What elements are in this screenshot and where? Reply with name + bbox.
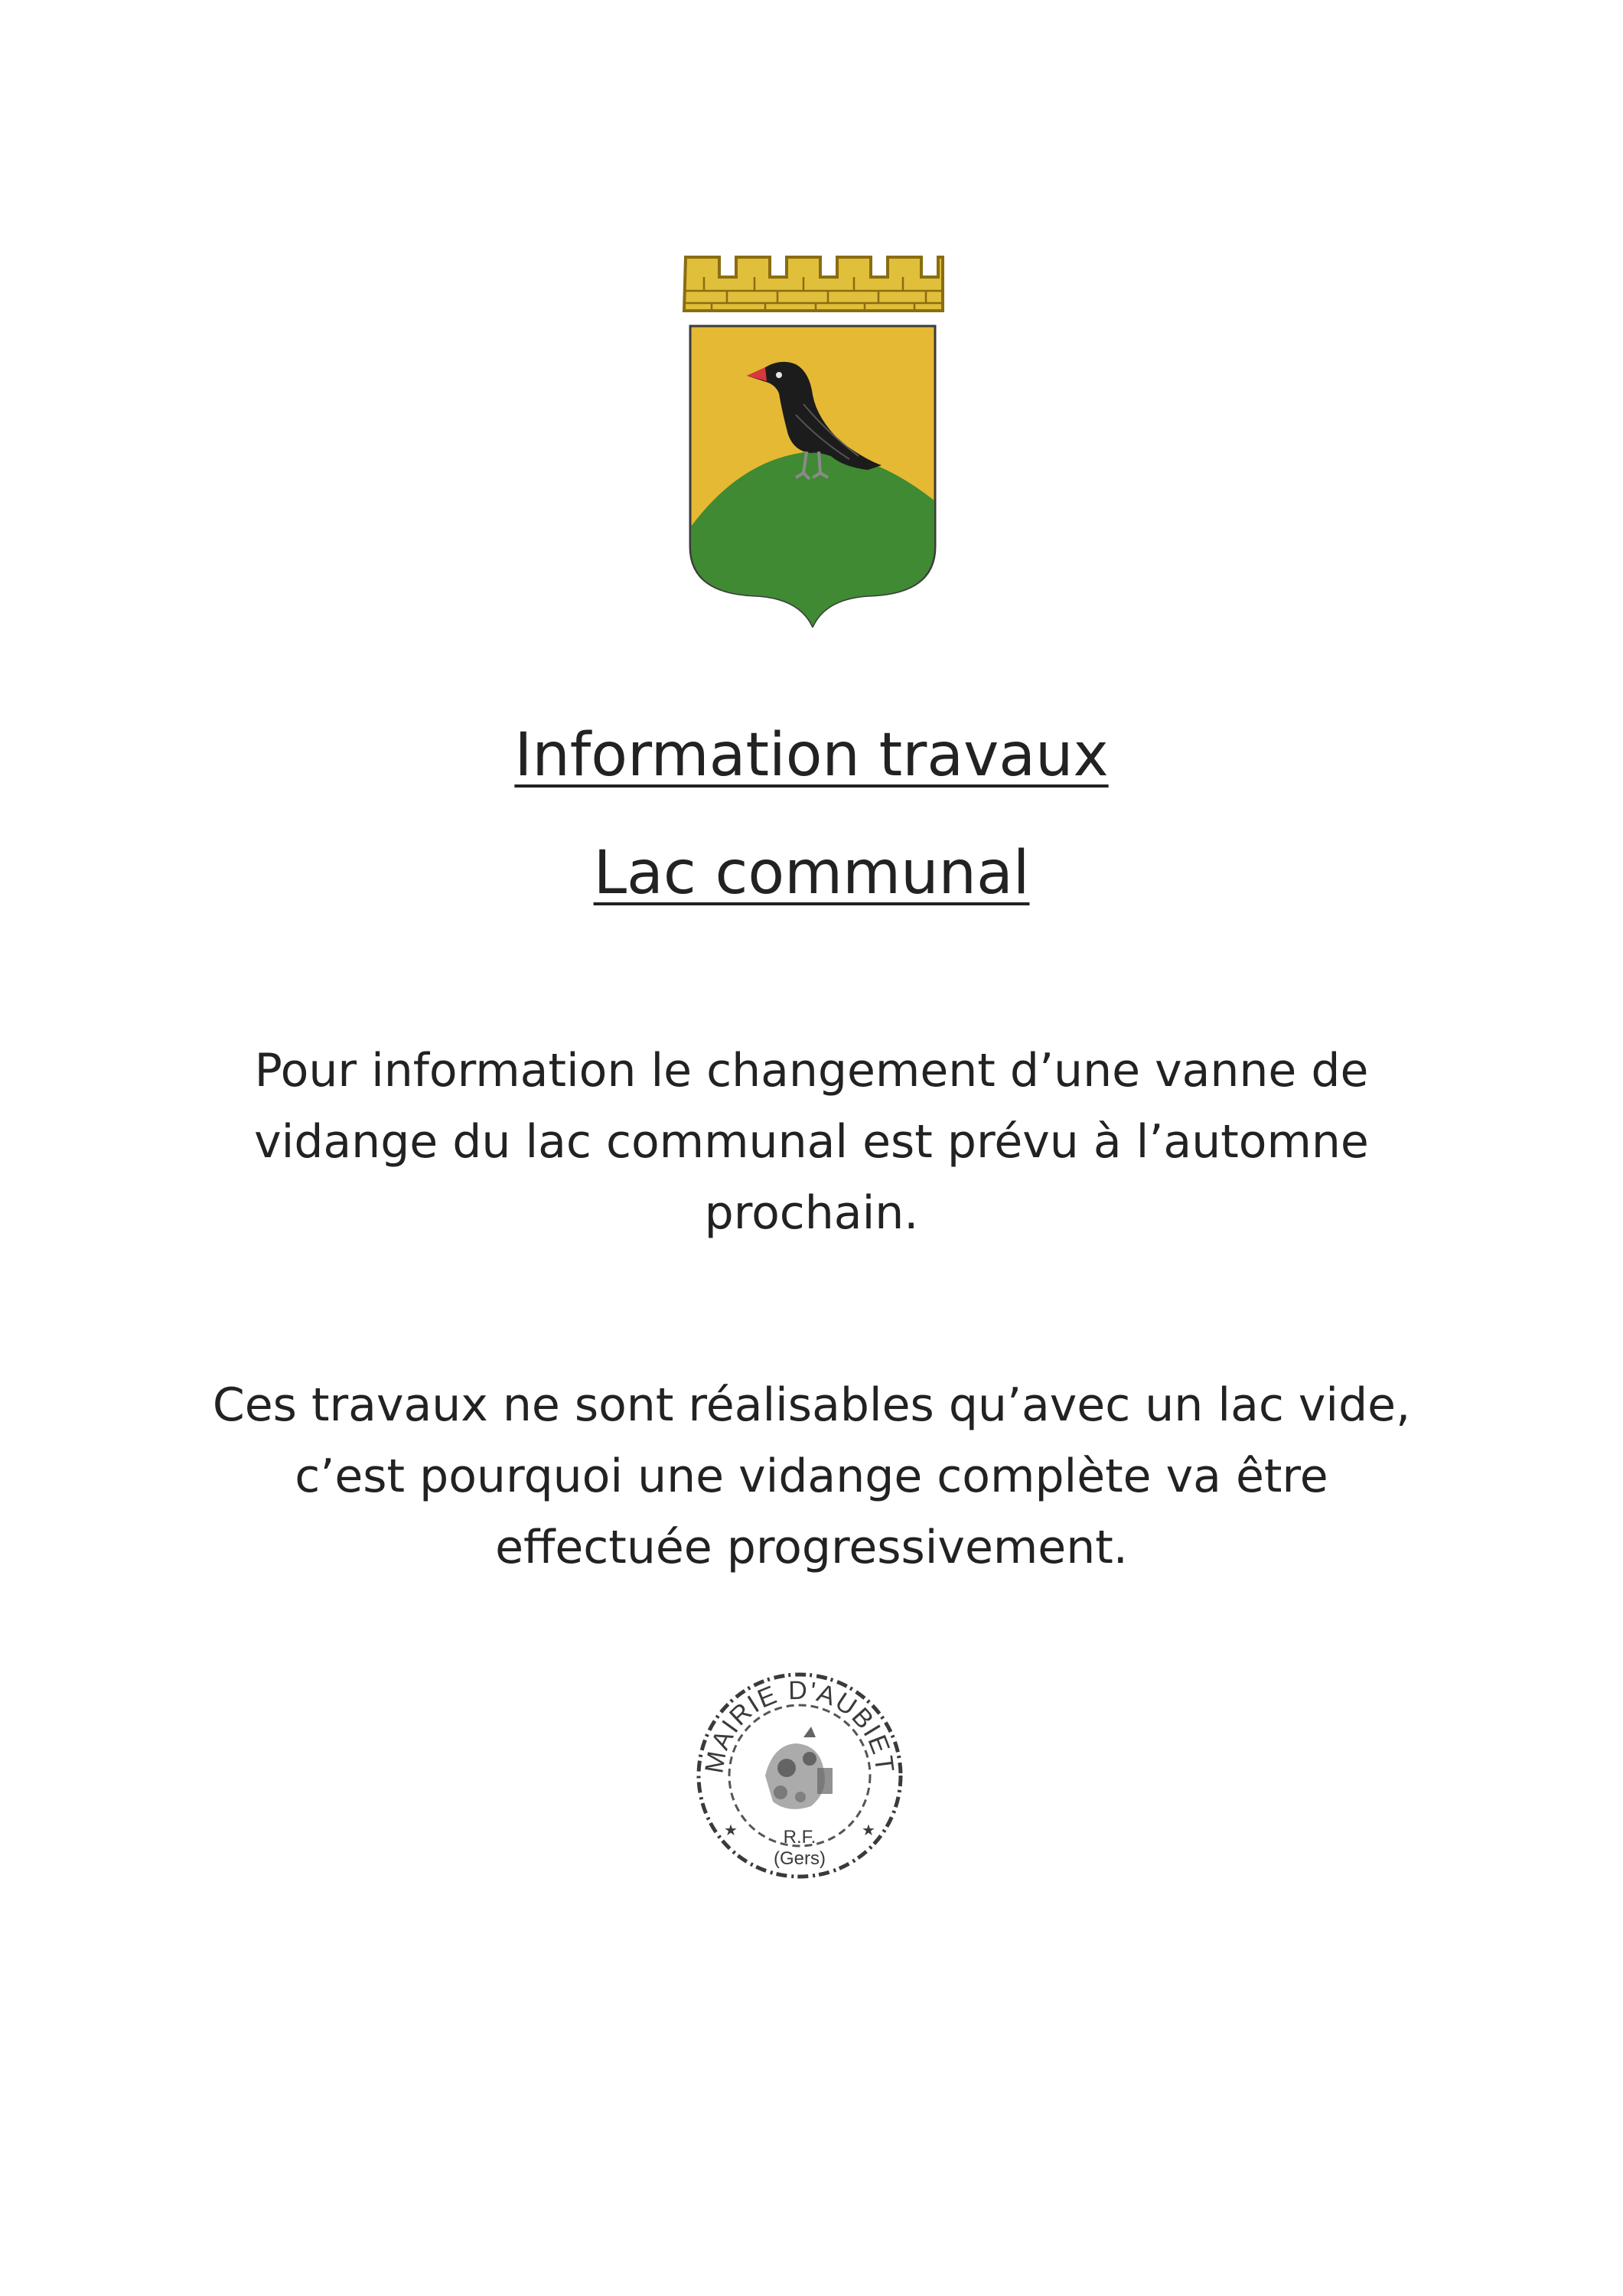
star-icon: ★ [862,1821,875,1839]
coat-of-arms-crow-icon [681,251,944,628]
star-icon: ★ [724,1821,738,1839]
notice-title: Information travaux [514,721,1109,790]
notice-subtitle: Lac communal [593,839,1030,908]
mayor-office-stamp-icon [689,1661,911,1883]
paragraph-1-line: Pour information le changement d’une vanne de [254,1044,1369,1097]
stamp-bottom-text: (Gers) [774,1848,826,1869]
stamp-top-text: MAIRIE D'AUBIET [699,1675,900,1776]
notice-paragraph-2 [0,1370,1623,1583]
paragraph-1-line: prochain. [704,1186,919,1240]
paragraph-2-line: c’est pourquoi une vidange complète va être [295,1450,1328,1503]
crown-icon [684,257,943,311]
paragraph-1-line: vidange du lac communal est prévu à l’automne [254,1115,1369,1169]
paragraph-2-line: Ces travaux ne sont réalisables qu’avec un lac vide, [212,1378,1411,1432]
stamp-emblem-icon [765,1727,833,1809]
notice-paragraph-1 [0,1035,1623,1249]
stamp-middle-text: R.F. [783,1827,816,1848]
paragraph-2-line: effectuée progressivement. [495,1521,1128,1574]
